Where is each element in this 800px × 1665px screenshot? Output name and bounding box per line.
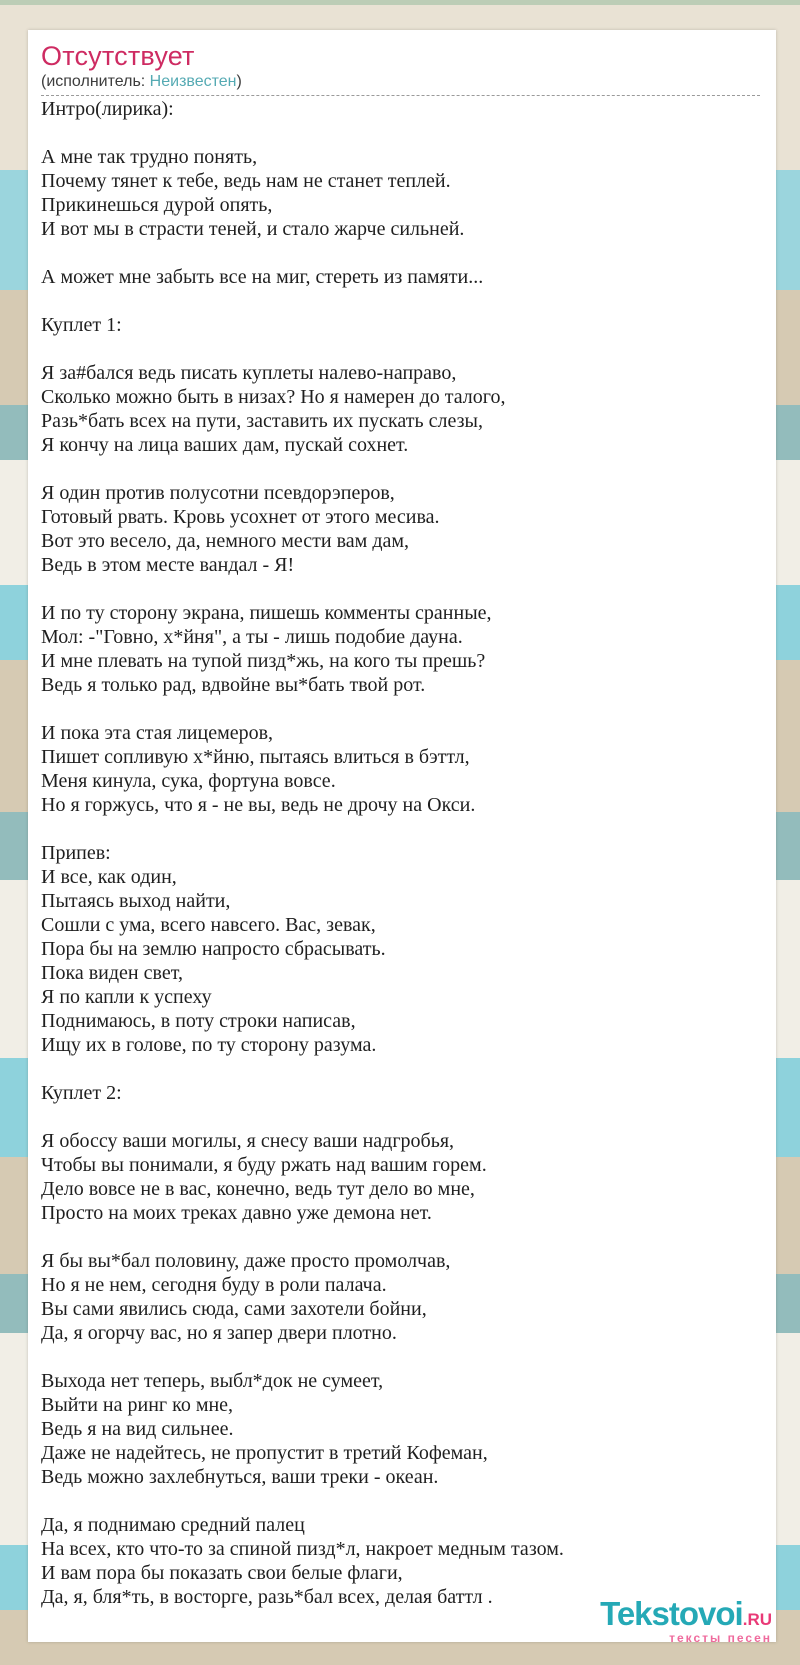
lyrics-text [41,97,760,1609]
lyric-line: И вот мы в страсти теней, и стало жарче сильней. [41,218,465,240]
lyric-line [41,121,760,145]
lyric-line: Дело вовсе не в вас, конечно, ведь тут дело во мне, [41,1178,475,1200]
lyrics-card [28,30,776,1645]
lyric-line: На всех, кто что-то за спиной пизд*л, накроет медным тазом. [41,1538,564,1560]
lyric-line [41,457,760,481]
lyric-line [41,577,760,601]
lyric-line: И по ту сторону экрана, пишешь комменты сранные, [41,602,492,624]
lyric-line [41,697,760,721]
lyric-line: Пытаясь выход найти, [41,890,231,912]
lyric-line: Пока виден свет, [41,962,183,984]
lyric-line: Да, я огорчу вас, но я запер двери плотно. [41,1322,397,1344]
lyric-line [41,1225,760,1249]
lyric-line: Сколько можно быть в низах? Но я намерен до талого, [41,386,506,408]
lyric-line: И пока эта стая лицемеров, [41,722,274,744]
lyric-line: Куплет 1: [41,314,122,336]
lyric-line: Я за#бался ведь писать куплеты налево-направо, [41,362,457,384]
lyric-line: Да, я, бля*ть, в восторге, разь*бал всех, делая баттл . [41,1586,493,1608]
lyric-line: Меня кинула, сука, фортуна вовсе. [41,770,336,792]
artist-label-suffix: ) [236,73,242,90]
lyric-line: Ведь в этом месте вандал - Я! [41,554,295,576]
lyric-line: А может мне забыть все на миг, стереть из памяти... [41,266,484,288]
lyric-line: Куплет 2: [41,1082,122,1104]
lyric-line [41,817,760,841]
lyric-line: Я по капли к успеху [41,986,212,1008]
lyric-line [41,337,760,361]
lyric-line: А мне так трудно понять, [41,146,258,168]
lyric-line [41,1057,760,1081]
site-logo[interactable] [600,1597,772,1644]
lyric-line [41,1489,760,1513]
lyric-line [41,1345,760,1369]
lyric-line: Вот это весело, да, немного мести вам дам, [41,530,410,552]
lyric-line: И все, как один, [41,866,177,888]
lyric-line: Ищу их в голове, по ту сторону разума. [41,1034,377,1056]
lyric-line: Я один против полусотни псевдорэперов, [41,482,395,504]
lyric-line: Мол: -"Говно, х*йня", а ты - лишь подобие дауна. [41,626,463,648]
artist-label-prefix: (исполнитель: [41,73,150,90]
lyric-line: Я бы вы*бал половину, даже просто промолчав, [41,1250,451,1272]
lyric-line: Пишет сопливую х*йню, пытаясь влиться в бэттл, [41,746,470,768]
lyric-line: Готовый рвать. Кровь усохнет от этого месива. [41,506,440,528]
lyric-line: Ведь я только рад, вдвойне вы*бать твой рот. [41,674,426,696]
lyric-line [41,289,760,313]
page-title: Отсутствует [41,41,195,71]
site-logo-domain: .RU [742,1610,772,1629]
lyric-line: Разь*бать всех на пути, заставить их пускать слезы, [41,410,483,432]
lyric-line: Сошли с ума, всего навсего. Вас, зевак, [41,914,376,936]
lyric-line [41,241,760,265]
lyric-line: Но я горжусь, что я - не вы, ведь не дрочу на Окси. [41,794,476,816]
lyric-line [41,1105,760,1129]
lyric-line: Даже не надейтесь, не пропустит в третий Кофеман, [41,1442,488,1464]
lyric-line: Поднимаюсь, в поту строки написав, [41,1010,356,1032]
artist-link[interactable]: Неизвестен [149,73,237,90]
lyric-line: Я кончу на лица ваших дам, пускай сохнет. [41,434,409,456]
lyric-line: Прикинешься дурой опять, [41,194,273,216]
lyric-line: Интро(лирика): [41,98,174,120]
site-logo-tagline: тексты песен [669,1631,772,1645]
artist-line [41,73,760,91]
lyric-line: И мне плевать на тупой пизд*жь, на кого ты прешь? [41,650,486,672]
lyric-line: Просто на моих треках давно уже демона нет. [41,1202,432,1224]
dashed-separator [41,95,760,96]
lyric-line: Ведь я на вид сильнее. [41,1418,234,1440]
lyric-line: Я обоссу ваши могилы, я снесу ваши надгробья, [41,1130,455,1152]
site-logo-wordmark [600,1597,772,1630]
lyric-line: Но я не нем, сегодня буду в роли палача. [41,1274,387,1296]
lyric-line: Вы сами явились сюда, сами захотели бойни, [41,1298,427,1320]
lyric-line: Почему тянет к тебе, ведь нам не станет теплей. [41,170,451,192]
lyric-line: Припев: [41,842,111,864]
lyric-line: Ведь можно захлебнуться, ваши треки - океан. [41,1466,439,1488]
site-logo-name: Tekstovoi [600,1595,743,1632]
lyric-line: И вам пора бы показать свои белые флаги, [41,1562,403,1584]
lyric-line: Чтобы вы понимали, я буду ржать над вашим горем. [41,1154,487,1176]
lyric-line: Выхода нет теперь, выбл*док не сумеет, [41,1370,384,1392]
lyric-line: Выйти на ринг ко мне, [41,1394,234,1416]
lyric-line: Пора бы на землю напросто сбрасывать. [41,938,386,960]
lyric-line: Да, я поднимаю средний палец [41,1514,305,1536]
